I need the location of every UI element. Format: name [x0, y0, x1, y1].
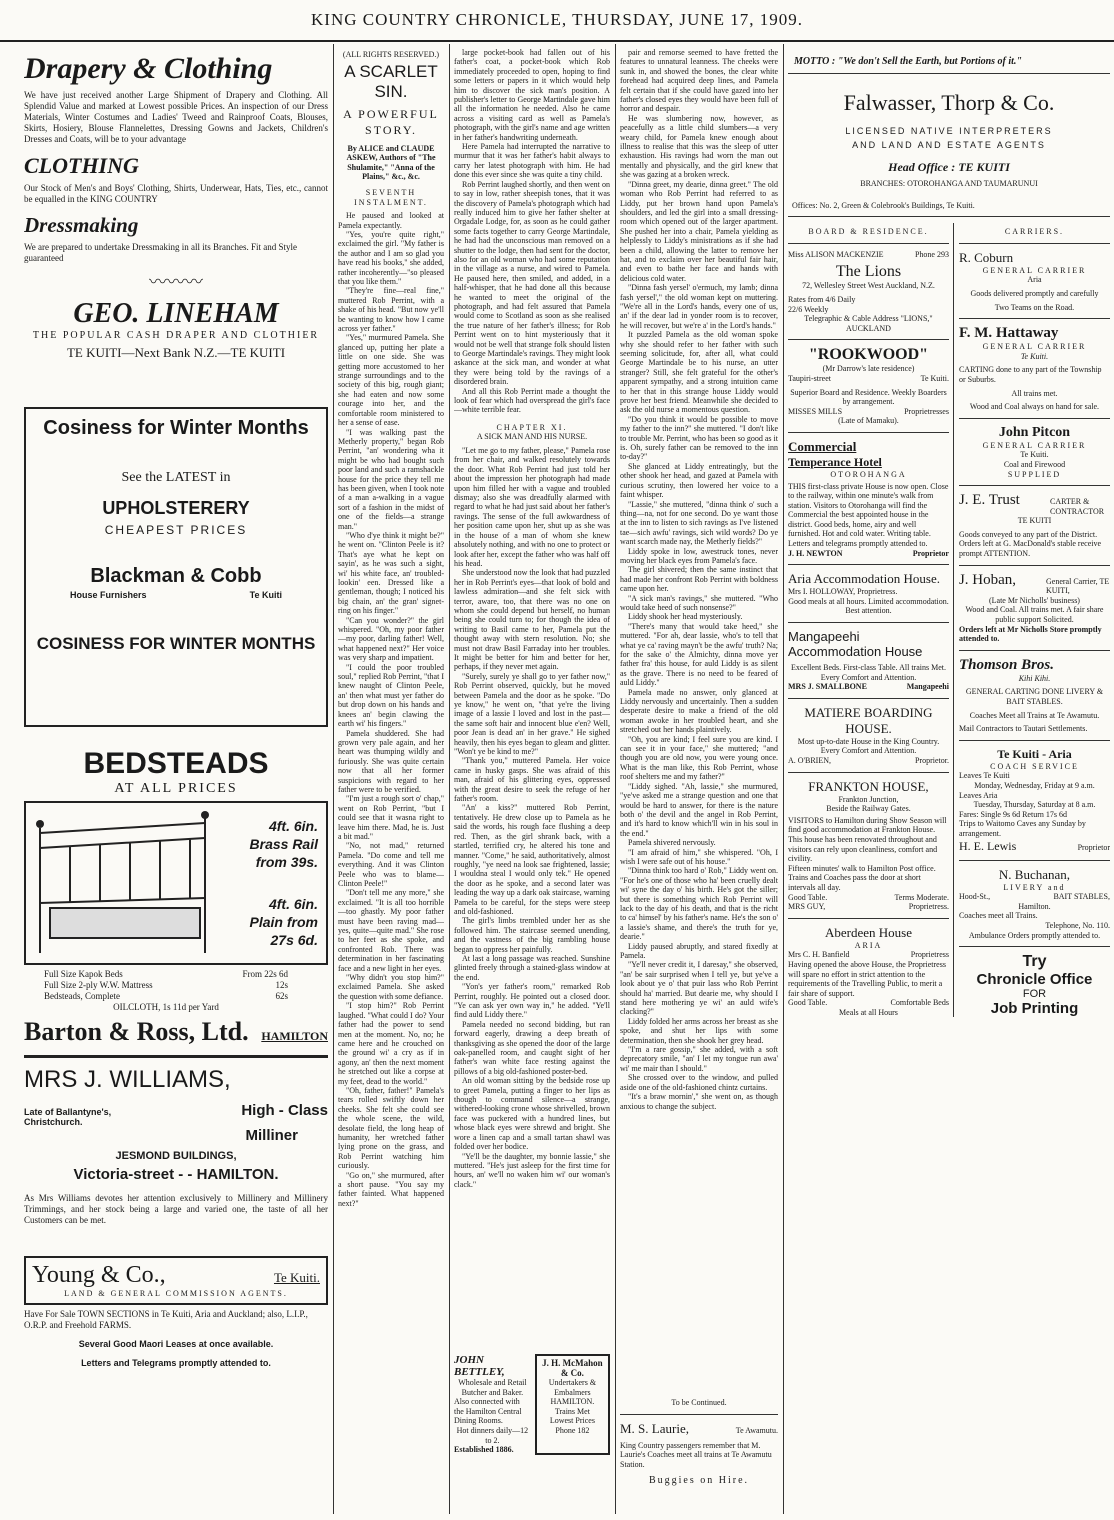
story-paragraph: "Ye'll be the daughter, my bonnie lassie," she muttered. "He's just asleep for the first time for hours, an' we'll no waken him wi' our woman's clack.": [454, 1151, 610, 1189]
lewis-name: H. E. Lewis: [958, 838, 1017, 853]
buchanan-bait: BAIT STABLES,: [1053, 892, 1110, 902]
high-class: High - Class: [241, 1102, 328, 1119]
for-label: FOR: [1022, 988, 1047, 1001]
story-subtitle: A POWERFUL STORY.: [343, 106, 439, 137]
dressmaking-text: We are prepared to undertake Dressmaking in all its Branches. Fit and Style guaranteed: [24, 242, 297, 263]
late-of: Late of Ballantyne's, Christchurch.: [24, 1107, 112, 1127]
aberdeen-location: ARIA: [854, 940, 883, 950]
trust-sub: CARTER & CONTRACTOR: [1050, 497, 1105, 516]
mangapeehi-title: Mangapeehi Accommodation House: [788, 629, 923, 660]
column-serial-story-2: [454, 44, 610, 1514]
offices: Offices: No. 2, Green & Colebrook's Buildings, Te Kuiti.: [792, 200, 975, 210]
thomson-text: GENERAL CARTING DONE LIVERY & BAIT STABLES.: [965, 687, 1104, 706]
story-paragraph: pair and remorse seemed to have fretted the features to unnatural leanness. The cheeks were sunk in, and showed the bones, the clear white forehead had acquired deep lines, and Pamela felt certain that if she could have gazed into her father's closed eyes they would have been full of horror and despair.: [620, 48, 778, 114]
mattress-item: Full Size Kapok Beds: [44, 969, 123, 979]
bed-icon: [30, 808, 220, 958]
story-paragraph: "I'm just a rough sort o' chap," went on Rob Perrint, "but I could see that it wasna right to leave him there. Mad, he is. Just a bit mad.": [338, 794, 444, 841]
hattaway-location: Te Kuiti.: [1020, 351, 1049, 361]
story-paragraph: "Liddy sighed. "Ah, lassie," she murmured, "ye've asked me a strange question and one that would be hard to answer, for there is the nature both o' the devil and the angel in Rob Perrint, and it's hard to know which'll win in his soul in the end.": [620, 781, 778, 838]
story-paragraph: "A sick man's ravings," she muttered. "Who would take heed of such nonsense?": [620, 593, 778, 612]
lineham-name: GEO. LINEHAM: [73, 298, 279, 329]
list-item: [44, 991, 288, 1002]
aberdeen-beds: Comfortable Beds: [890, 998, 949, 1008]
story-paragraph: Pamela shuddered. She had grown very pale again, and her heart was thumping wildly and furiously. She was quite certain now that all her former suspicions with regard to her father were to be verified.: [338, 728, 444, 794]
cosiness-ad: [24, 407, 328, 727]
story-paragraph: "Do you think it would be possible to move my father to the inn?" she muttered. "I don't like to trouble Mr. Perrint, who has been so good as it is. Oh, surely father can be removed to the inn to-day?": [620, 414, 778, 462]
coach-trips: Trips to Waitomo Caves any Sunday by arrangement.: [958, 819, 1086, 838]
aberdeen-title: Aberdeen House: [824, 924, 912, 940]
young-name: Young & Co.,: [32, 1262, 166, 1288]
story-paragraph: The girl's limbs trembled under her as she followed him. The staircase seemed unending, and the vastness of the big rambling house began to oppress her painfully.: [454, 916, 610, 954]
frankton-walk: Fifteen minutes' walk to Hamilton Post office.: [788, 863, 936, 873]
licensed-label: LICENSED NATIVE INTERPRETERS: [845, 126, 1053, 136]
williams-text: As Mrs Williams devotes her attention exclusively to Millinery and Millinery Trimmings, and her stock being a large and varied one, the taste of all her Customers can be met.: [24, 1193, 328, 1225]
buchanan-ambulance: Ambulance Orders promptly attended to.: [968, 930, 1101, 940]
bed1-price: from 39s.: [255, 854, 318, 870]
frankton-trains: Trains and Coaches pass the door at short intervals all day.: [788, 873, 921, 892]
story-paragraph: Liddy folded her arms across her breast as she spoke, and shut her lips with some determination, then she shook her grey head.: [620, 1016, 778, 1045]
story-paragraph: The girl shivered; then the same instinct that had made her confront Rob Perrint with boldness came upon her.: [620, 565, 778, 594]
story-paragraph: "Thank you," muttered Pamela. Her voice came in husky gasps. She was afraid of this man, afraid of his glittering eyes, oppressed with the great desire to seek the refuge of her father's room.: [454, 756, 610, 804]
story-paragraph: "Go on," she murmured, after a short pause. "You say my father fainted. What happened next?": [338, 1170, 444, 1208]
story-paragraph: Here Pamela had interrupted the narrative to murmur that it was her father's habit always to carry her latest photograph with him. He had done this ever since she was quite a tiny child.: [454, 142, 610, 180]
coburn-sub: GENERAL CARRIER: [982, 265, 1087, 275]
laurie-ad: [620, 1398, 778, 1486]
banfield-prop: Proprietress: [910, 950, 949, 960]
continued-label: To be Continued.: [671, 1398, 727, 1407]
mills-name: MISSES MILLS: [788, 406, 843, 416]
ornament-icon: 〰〰〰: [149, 272, 203, 292]
column-serial-story-3: [620, 44, 778, 1514]
mcmahon-phone: Phone 182: [555, 1425, 590, 1435]
column-rule: [333, 44, 334, 1514]
aberdeen-meals: Meals at all Hours: [839, 1007, 898, 1017]
lewis-prop: Proprietor: [1077, 842, 1110, 852]
coach-fares: Fares: Single 9s 6d Return 17s 6d: [958, 809, 1067, 819]
mcmahon-prices: Lowest Prices: [549, 1416, 595, 1426]
trust-location: TE KUITI: [1017, 516, 1052, 526]
story-paragraph: "Dinna think too hard o' Rob," Liddy went on. "For he's one of those who ha' been cruelly dealt wi' syne the day o' his birth. He's got the siller; but there is something which Rob Perrint will lack to the day of his death, and that is the richt to ca' himsel' by his father's name. He's the son o' a lassie's shame, and there's the truth for ye, dearie.": [620, 866, 778, 942]
matiere-text: Most up-to-date House in the King Country. Every Comfort and Attention.: [797, 736, 940, 756]
story-paragraph: "Oh, you are kind; I feel sure you are kind. I can see it in your face," she muttered; "and though you are old now, you were young once. What is the man like, this Rob Perrint, whose roof shelters me and my father?": [620, 734, 778, 782]
masthead-title: KING COUNTRY CHRONICLE, THURSDAY, JUNE 17, 1909.: [311, 10, 803, 29]
bettley-est: Established 1886.: [454, 1445, 514, 1455]
list-item: [44, 969, 288, 980]
holloway: Mrs I. HOLLOWAY, Proprietress.: [788, 587, 898, 597]
buchanan-street: Hood-St.,: [958, 892, 991, 902]
hattaway-name: F. M. Hattaway: [958, 325, 1059, 342]
mcmahon-location: HAMILTON.: [550, 1397, 595, 1407]
young-sub: LAND & GENERAL COMMISSION AGENTS.: [64, 1289, 288, 1298]
trust-text: Goods conveyed to any part of the District. Orders left at G. MacDonald's stable receive prompt ATTENTION.: [958, 529, 1102, 559]
blackman-name: Blackman & Cobb: [90, 565, 262, 587]
banfield-name: Mrs C. H. Banfield: [788, 950, 850, 960]
aria-acc-title: Aria Accommodation House.: [788, 571, 940, 587]
try-label: Try: [1022, 953, 1047, 971]
oilcloth: OILCLOTH, 1s 11d per Yard: [113, 1002, 219, 1012]
story-paragraph: Pamela needed no second bidding, but ran forward eagerly, drawing a deep breath of thanksgiving as she opened the door of the large oak-panelled room, and caught sight of her father's wan white face resting against the pillows of a big old-fashioned poster-bed.: [454, 1019, 610, 1076]
maori-leases: Several Good Maori Leases at once available.: [78, 1338, 274, 1349]
young-location: Te Kuiti.: [273, 1270, 320, 1285]
story-paragraph: "No, not mad," returned Pamela. "Do come and tell me everything. And it was Clinton Peele who was to blame—Clinton Peele!": [338, 841, 444, 888]
story-paragraph: It puzzled Pamela as the old woman spoke why she should refer to her father with such seeming solicitude, for, after all, what could George Martindale be to his nurse, an utter stranger? Still, she felt grateful for the other's apparent sympathy, and a strong intuition came to her that in this strange house Liddy would prove her best friend. Meanwhile she decided to ask the old nurse a momentous question.: [620, 330, 778, 415]
upholstery-label: UPHOLSTERERY: [102, 498, 250, 518]
mattress-price: 62s: [275, 991, 288, 1001]
cosiness-head: Cosiness for Winter Months: [43, 417, 309, 439]
rookwood-location: Te Kuiti.: [920, 373, 949, 383]
story-paragraph: "I stop him?" Rob Perrint laughed. "What could I do? Your father had the power to send men at the moment. No, no; he came here and he crouched on the ground wi' a cry as if in agony, an' then the next moment he stretched out like a corpse at my feet, dead to the world.": [338, 1001, 444, 1086]
otorohanga-label: OTOROHANGA: [830, 469, 907, 479]
story-paragraph: He paused and looked at Pamela expectantly.: [338, 211, 444, 230]
story-paragraph: Pamela made no answer, only glanced at Liddy nervously and uncertainly. Then a sudden desperate desire to make a friend of the old woman awoke in her troubled heart, and she stretched out her hands plaintively.: [620, 687, 778, 735]
trust-name: J. E. Trust: [958, 492, 1020, 509]
bed2-type: Plain from: [249, 914, 318, 930]
story-paragraph: He was slumbering now, however, as peacefully as a little child slumbers—a very weary child, for Pamela knew enough about illness to realise that this was the sleep of utter exhaustion. His ravings had worn the man out mentally and physically, and the girl knew that she was gazing at a broken wreck.: [620, 113, 778, 180]
see-latest: See the LATEST in: [121, 470, 231, 485]
frankton-title: FRANKTON HOUSE,: [808, 778, 929, 794]
cheapest-label: CHEAPEST PRICES: [104, 523, 248, 537]
hattaway-sub: GENERAL CARRIER: [982, 342, 1087, 352]
story-paragraph: And all this Rob Perrint made a thought the look of fear which had overspread the girl's face—white terrible fear.: [454, 386, 610, 415]
story-title: A SCARLET SIN.: [344, 61, 438, 101]
milliner: Milliner: [245, 1127, 298, 1144]
mcmahon-name: J. H. McMahon & Co.: [542, 1358, 603, 1378]
bed1-size: 4ft. 6in.: [268, 818, 318, 834]
bettley-dinner: Hot dinners daily—12 to 2.: [456, 1425, 529, 1445]
chronicle-label: Chronicle Office: [976, 971, 1093, 989]
story-byline: By ALICE and CLAUDE ASKEW, Authors of "The Shulamite," "Anna of the Plains," &c., &c.: [346, 143, 436, 182]
story-paragraph: "I could the poor troubled soul," replied Rob Perrint, "that I knew naught of Clinton Peele, an' then what must yer father do but drop down on his hands and knees an' begin clawing the earth wi' his fingers.": [338, 662, 444, 729]
mills-prop: Proprietresses: [904, 406, 949, 416]
story-text: [338, 211, 444, 1208]
commercial-title: Commercial: [788, 438, 857, 454]
smallbone-name: MRS J. SMALLBONE: [788, 682, 867, 692]
story-paragraph: "I am afraid of him," she whispered. "Oh, I wish I were safe out of his house.": [620, 847, 778, 866]
mcmahon-trains: Trains Met: [554, 1406, 590, 1416]
story-paragraph: "I was walking past the Metherly property," began Rob Perrint, "an' wondering wha it might be who had bought such poor land and such a ramshackle house for the price they tell me has been given, when I took note of a man a-walking in a vague sort of a fashion in the midst of one of the fields—a strange man.": [338, 427, 444, 531]
aria-text: Good meals at all hours. Limited accommodation. Best attention.: [788, 596, 949, 616]
story-paragraph: "Yes," murmured Pamela. She glanced up, putting her plate a little on one side. She was getting more accustomed to her strange surroundings and to the society of this big, rough giant; she had eaten and now some courage into her, and the comfortable room ministered to her a sense of ease.: [338, 333, 444, 428]
williams-name: MRS J. WILLIAMS,: [24, 1066, 231, 1093]
falwasser-name: Falwasser, Thorp & Co.: [843, 90, 1055, 115]
bedsteads-title: BEDSTEADS: [83, 747, 269, 780]
coach-leaves-1: Leaves Te Kuiti: [958, 771, 1010, 781]
buchanan-name: N. Buchanan,: [998, 866, 1071, 882]
job-printing-label: Job Printing: [990, 1000, 1079, 1018]
thomson-location: Kihi Kihi.: [1018, 673, 1051, 683]
clothing-title: CLOTHING: [24, 153, 139, 178]
story-paragraph: "Why didn't you stop him?" exclaimed Pamela. She asked the question with some defiance.: [338, 973, 444, 1001]
story-paragraph: "Dinna greet, my dearie, dinna greet." The old woman who Rob Perrint had referred to as Liddy, put her brown hand upon Pamela's shoulders, and led the girl into a small dressing-room which opened out of the larger apartment. She pushed her into a chair, Pamela yielding as helplessly to Liddy's ministrations as if she had been a child, allowing the latter to remove her hat, and to exclaim over her beautiful fair hair, and even to bathe her face and hands with delicious cold water.: [620, 179, 778, 283]
column-advertisements-left: [24, 44, 328, 1514]
lineham-sub: THE POPULAR CASH DRAPER AND CLOTHIER: [32, 330, 320, 341]
column-rule: [615, 44, 616, 1514]
young-ad: [24, 1256, 328, 1305]
lions-weekly: 22/6 Weekly: [788, 304, 829, 314]
mcmahon-ad: [535, 1354, 610, 1455]
coach-days-2: Tuesday, Thursday, Saturday at 8 a.m.: [973, 800, 1096, 810]
story-paragraph: "Yon's yer father's room," remarked Rob Perrint, roughly. He pointed out a closed door. "Ye can ask yer own way in," he added. "Ye'll find auld Liddy there.": [454, 982, 610, 1020]
bettley-name: JOHN BETTLEY,: [454, 1354, 505, 1378]
story-paragraph: "Dinna fash yersel' o'ermuch, my lamb; dinna fash yersel'," the old woman kept on muttering. "We're all in the Lord's hands, every one of us, an' if the dear lad in yonder room is to recover, he will recover, but we're a' in the Lord's hands.": [620, 283, 778, 330]
temperance-text: THIS first-class private House is now open. Close to the railway, within one minute's walk from station. Visitors to Otorohanga will find the Commercial the best appointed house in the district. Good beds, home, airy and well furnished. Hot and cold water. Writing table. Letters and telegrams promptly attended to.: [788, 481, 949, 549]
obrien-name: A. O'BRIEN,: [788, 756, 831, 765]
carriers-head: CARRIERS.: [1004, 227, 1065, 237]
story-text: [454, 48, 610, 1316]
obrien-prop: Proprietor.: [914, 756, 949, 765]
story-paragraph: "They're fine—real fine," muttered Rob Perrint, with a shake of his head. "But now ye'll be wanting to know how I came across yer father.": [338, 286, 444, 334]
hoban-late: (Late Mr Nicholls' business): [988, 595, 1080, 605]
jesmond: JESMOND BUILDINGS,: [115, 1150, 237, 1162]
story-paragraph: She glanced at Liddy entreatingly, but the other shook her head, and gazed at Pamela with curious scrutiny, then lowered her voice to a faint whisper.: [620, 461, 778, 500]
carriers-column: [954, 223, 1110, 1017]
lions-phone: Phone 293: [914, 249, 949, 259]
mcmahon-sub: Undertakers & Embalmers: [548, 1378, 597, 1397]
pitcon-sub: GENERAL CARRIER: [982, 440, 1087, 450]
lineham-location: TE KUITI—Next Bank N.Z.—TE KUITI: [66, 345, 286, 360]
installment: SEVENTH INSTALMENT.: [354, 187, 428, 207]
bottom-ads: [454, 1354, 610, 1455]
story-paragraph: Liddy spoke in low, awestruck tones, never moving her black eyes from Pamela's face.: [620, 546, 778, 565]
coburn-text: Goods delivered promptly and carefully: [970, 288, 1099, 298]
story-paragraph: She understood now the look that had puzzled her in Rob Perrint's eyes—that look of bold and lawless admiration—and she felt sick with terror, aware, too, that there was no one on whom she could depend but herself, no human being she could turn to; for though the idea of writing to Basil came to her, Pamela put the thought away with stern resolution. No; she must not draw Basil Farraday into her troubles. It might be better for him and better for her, perhaps, if they never met again.: [454, 568, 610, 672]
pitcon-location: Te Kuiti.: [1020, 450, 1049, 460]
frankton-gates: Beside the Railway Gates.: [826, 804, 911, 814]
buchanan-location: Hamilton.: [1018, 901, 1051, 911]
board-head: BOARD & RESIDENCE.: [808, 227, 929, 237]
guy-name: MRS GUY,: [788, 902, 826, 912]
blackman-location: Te Kuiti: [249, 590, 282, 600]
thomson-mail: Mail Contractors to Tautari Settlements.: [958, 724, 1088, 734]
clothing-text: Our Stock of Men's and Boys' Clothing, Shirts, Underwear, Hats, Ties, etc., cannot be equalled in the KING COUNTRY: [24, 183, 328, 204]
hoban-name: J. Hoban,: [958, 571, 1017, 588]
rookwood-sub: (Mr Darrow's late residence): [822, 364, 915, 374]
bettley-sub: Wholesale and Retail Butcher and Baker.: [458, 1378, 527, 1397]
house-furnishers: House Furnishers: [70, 590, 147, 600]
hoban-text: Wood and Coal. All trains met. A fair share public support Solicited.: [965, 605, 1104, 625]
buggies-label: Buggies on Hire.: [648, 1475, 750, 1487]
pitcon-coal: Coal and Firewood: [1003, 459, 1066, 469]
story-paragraph: "An' a kiss?" muttered Rob Perrint, tentatively. He drew close up to Pamela as he said the words, his rough face flushing a deep red. Then, as the girl shrank back, with a startled, terrified cry, he altered his tone and manner. "Come," he said, authoritatively, almost roughly, "ye need na look sae frightened, lassie; I wouldna steal I would only tek." He opened the door as he spoke, and a second later was leading the way up a dark oak staircase, warning Pamela to be careful, for the steps were steep and old-fashioned.: [454, 803, 610, 916]
mattress-price: From 22s 6d: [242, 969, 288, 979]
list-item: [44, 980, 288, 991]
story-paragraph: "Don't tell me any more," she exclaimed. "It is all too horrible—too ghastly. My poor father must have been raving mad—yes, quite—quite mad." She rose to her feet as she spoke, and confronted Rob. There was determination in her fascinating face and a new light in her eyes.: [338, 888, 444, 973]
newton-name: J. H. NEWTON: [788, 548, 843, 558]
story-paragraph: "Let me go to my father, please," Pamela rose from her chair, and walked resolutely towards the door. What Rob Perrint had just told her about the impression her photograph had made upon him filled her with a vague and troubled dismay; also she was dreadfully alarmed with regard to what he had just said about her father's ravings. The sense of the full awkwardness of her position came upon her, shut up as she was in the house of a man of whom she knew absolutely nothing, and with no one to protect or look after her, except the father who was half off his head.: [454, 446, 610, 568]
rookwood-name: "ROOKWOOD": [808, 346, 929, 364]
alison-name: Miss ALISON MACKENZIE: [788, 249, 884, 259]
masthead: [0, 0, 1114, 42]
coach-title: Te Kuiti - Aria: [997, 746, 1072, 761]
story-paragraph: "Who d'ye think it might be?" he went on. "Clinton Peele is it? That's aye what he kept on sayin', as he was such a sight, wi' his white face, an' troubled-lookin' een. Dressed like a gentleman, though; I noticed his big chain, an' the gran' signet-ring on his finger.": [338, 530, 444, 616]
story-paragraph: Liddy paused abruptly, and stared fixedly at Pamela.: [620, 941, 778, 960]
land-label: AND LAND AND ESTATE AGENTS: [852, 140, 1046, 150]
letters: Letters and Telegrams promptly attended to.: [81, 1357, 271, 1368]
frankton-text: VISITORS to Hamilton during Show Season will find good accommodation at Frankton House. This house has been renovated throughout and visitors can rely upon cleanliness, comfort and civility.: [788, 815, 947, 864]
frankton-table: Good Table.: [788, 892, 828, 902]
buchanan-telephone: Telephone, No. 110.: [1045, 920, 1110, 930]
column-serial-story: [338, 44, 444, 1514]
pitcon-name: John Pitcon: [998, 424, 1071, 440]
story-paragraph: "It's a braw mornin'," she went on, as though anxious to change the subject.: [620, 1092, 778, 1111]
frankton-terms: Terms Moderate.: [894, 892, 949, 902]
hattaway-trains: All trains met.: [1011, 388, 1058, 398]
column-rule: [783, 44, 784, 1514]
banfield-text: Having opened the above House, the Proprietress will spare no effort in strict attention to the requirements of the Travelling Public, to merit a fair share of support.: [788, 959, 946, 998]
bedstead-illustration: [24, 801, 328, 965]
story-paragraph: "There's many that would take heed," she muttered. "For ah, dear lassie, who's to tell that what ye ca' raving mayn't be the awfu' truth? Na; for the sake o' the Almichty, dinna move yer father fra' this house, for auld Liddy is as silent as the grave. There is no need to be feared of auld Liddy.": [620, 621, 778, 688]
lions-telegraphic: Telegraphic & Cable Address "LIONS," AUCKLAND: [804, 314, 933, 333]
coburn-name: R. Coburn: [958, 249, 1014, 265]
story-paragraph: At last a long passage was reached. Sunshine glinted freely through a stained-glass window at the end.: [454, 953, 610, 982]
bed2-price: 27s 6d.: [270, 932, 318, 948]
lions-address: 72, Wellesley Street West Auckland, N.Z.: [802, 281, 935, 291]
pitcon-supplied: SUPPLIED: [1007, 469, 1062, 479]
coach-days-1: Monday, Wednesday, Friday at 9 a.m.: [974, 780, 1095, 790]
story-paragraph: large pocket-book had fallen out of his father's coat, a pocket-book which Rob immediately proceeded to open, hoping to find some letters or papers in it which would help him to discover the sick man's position. A publisher's letter to George Martindale gave him all the information he needed. Also he came across a visiting card as well as Pamela's photograph, with the girl's name and age written in her father's handwriting underneath.: [454, 48, 610, 142]
smallbone-location: Mangapeehi: [906, 682, 949, 692]
temperance-title: Temperance Hotel: [788, 454, 882, 469]
frankton-junction: Frankton Junction,: [838, 794, 899, 804]
barton-location: HAMILTON: [261, 1029, 328, 1043]
laurie-name: M. S. Laurie,: [620, 1420, 689, 1436]
mattress-item: Full Size 2-ply W.W. Mattress: [44, 980, 153, 990]
lions-name: The Lions: [835, 263, 902, 281]
victoria: Victoria-street - - HAMILTON.: [73, 1166, 279, 1183]
hattaway-wood: Wood and Coal always on hand for sale.: [969, 402, 1100, 412]
chapter-number: CHAPTER XI.: [496, 422, 568, 432]
mills-late: (Late of Mamaku).: [838, 416, 899, 426]
story-paragraph: An old woman sitting by the bedside rose up to greet Pamela, putting a finger to her lips as though to command silence—a strange, withered-looking crone whose shrivelled, brown face was puckered with a hundred lines, but whose black eyes were shrewd and bright. She wore a linen cap and a small tartan shawl was folded over her bodice.: [454, 1076, 610, 1152]
story-paragraph: "Yes, you're quite right," exclaimed the girl. "My father is the author and I am so glad you have read his books," she added, rather incoherently—"so pleased that you like them.": [338, 229, 444, 286]
rookwood-street: Taupiri-street: [788, 373, 831, 383]
rookwood-text: Superior Board and Residence. Weekly Boarders by arrangement.: [790, 387, 947, 407]
rights-reserved: (ALL RIGHTS RESERVED.): [342, 50, 440, 59]
motto: MOTTO : "We don't Sell the Earth, but Portions of it.": [794, 56, 1022, 67]
hattaway-text: CARTING done to any part of the Township or Suburbs.: [958, 365, 1102, 384]
hoban-sub: General Carrier, TE KUITI,: [1046, 576, 1110, 596]
dressmaking-title: Dressmaking: [24, 213, 139, 237]
coach-sub: COACH SERVICE: [990, 761, 1079, 771]
column-rule: [449, 44, 450, 1514]
head-office: Head Office : TE KUITI: [888, 160, 1010, 174]
story-paragraph: She crossed over to the window, and pulled aside one of the old-fashioned chintz curtains.: [620, 1073, 778, 1092]
column-advertisements-right: [788, 44, 1110, 1514]
cosiness-foot: COSINESS FOR WINTER MONTHS: [36, 634, 316, 653]
story-text: [620, 48, 778, 1396]
story-paragraph: "Oh, father, father!" Pamela's tears rolled swiftly down her cheeks. She felt she could see the whole scene, the wild, desolate field, the long heap of humanity, her wretched father lying prone on the grass, and Rob Perrint watching him curiously.: [338, 1085, 444, 1171]
bed1-type: Brass Rail: [249, 836, 318, 852]
mattress-price: 12s: [275, 980, 288, 990]
drapery-text: We have just received another Large Shipment of Drapery and Clothing. All Splendid Value and marked at Lowest possible Prices. An inspection of our Dress Materials, Winter Costumes and Ladies' Tweed and Rainproof Coats, Blouses, Skirts, Hosiery, Blouse Flannelettes, Dressing Gowns and Jackets, Children's Dresses and Coats, will be to your advantage: [24, 90, 328, 144]
bettley-ad: [454, 1354, 531, 1455]
lions-rates: Rates from 4/6 Daily: [788, 294, 856, 304]
coburn-location: Aria: [1027, 275, 1042, 285]
mangapeehi-text: Excellent Beds. First-class Table. All trains Met. Every Comfort and Attention.: [790, 663, 946, 682]
hoban-orders: Orders left at Mr Nicholls Store promptly attended to.: [958, 624, 1102, 644]
story-paragraph: Pamela shivered nervously.: [628, 838, 716, 848]
bed2-size: 4ft. 6in.: [268, 896, 318, 912]
all-prices: AT ALL PRICES: [114, 781, 238, 796]
thomson-name: Thomson Bros.: [958, 656, 1055, 673]
story-paragraph: "I'm a rare gossip," she added, with a soft deprecatory smile, "an' I let my tongue run awa' wi' me mair than I should.": [620, 1045, 778, 1073]
drapery-title: Drapery & Clothing: [24, 52, 273, 85]
young-text: Have For Sale TOWN SECTIONS in Te Kuiti, Aria and Auckland; also, L.I.P., O.R.P. and Freehold FARMS.: [24, 1308, 308, 1330]
branches: BRANCHES: OTOROHANGA AND TAUMARUNUI: [860, 179, 1038, 188]
barton-name: Barton & Ross, Ltd.: [24, 1017, 249, 1046]
newton-prop: Proprietor: [912, 548, 949, 558]
story-paragraph: "Surely, surely ye shall go to yer father now," Rob Perrint observed, quickly, but he moved between Pamela and the door as he spoke. "Do ye know," he went on, "that ye're the living image of a lassie I loved and lost in the past—the same soft hair and innocent blue e'en? Well, poor Jean is dead an' in her grave." He sighed heavily, then his eyes began to gleam and glitter. "Won't ye be kind to me?": [454, 671, 610, 757]
story-paragraph: Liddy shook her head mysteriously.: [628, 612, 743, 622]
coach-leaves-2: Leaves Aria: [958, 790, 998, 800]
laurie-location: Te Awamutu.: [735, 1425, 778, 1435]
bettley-text: Also connected with the Hamilton Central Dining Rooms.: [454, 1397, 522, 1426]
chapter-title: A SICK MAN AND HIS NURSE.: [476, 432, 588, 442]
buchanan-coaches: Coaches meet all Trains.: [958, 911, 1038, 921]
laurie-text: King Country passengers remember that M. Laurie's Coaches meet all trains at Te Awamutu Station.: [620, 1440, 772, 1469]
thomson-coaches: Coaches Meet all Trains at Te Awamutu.: [969, 710, 1100, 720]
story-paragraph: "Can you wonder?" the girl whispered. "Oh, my poor father—my poor, darling father! Well, what happened next?" Her voice was very sharp and impatient.: [338, 615, 444, 663]
coburn-teams: Two Teams on the Road.: [994, 302, 1075, 312]
buchanan-sub: LIVERY and: [1003, 882, 1066, 892]
board-residence-column: [788, 223, 954, 1017]
guy-prop: Proprietress.: [908, 902, 949, 912]
story-paragraph: "Lassie," she muttered, "dinna think o' such a thing—na, not for one second. Do ye want those at the inn to listen to sich ravings as I've listened tae—sich awfu' ravings, sich wild words? Do ye want scarch made nay, the Metherly fields?": [620, 499, 778, 547]
matiere-title: MATIERE BOARDING HOUSE.: [804, 704, 933, 736]
aberdeen-table: Good Table.: [788, 998, 828, 1008]
mattress-item: Bedsteads, Complete: [44, 991, 120, 1001]
story-paragraph: Rob Perrint laughed shortly, and then went on to say in low, rather sheepish tones, that it was the discovery of Pamela's photograph which had really induced him to give her father shelter at Orgadale Lodge, for, as soon as he could gather some facts together to carry George Martindale, he had had the unconscious man removed on a shutter to the lodge, then had sent for the doctor, also for an old woman who had some reputation in the village as a nurse, and wired to Pamela. He paused here, then smiled, and added, in a half-whisper, that he had done all this because he wanted to meet the original of the photograph, and had felt assured that Pamela would come to Scotland as soon as she realised the true nature of her father's illness; for Rob Perrint went on to hint mysteriously that it would not be well that strange folk should listen to George Martindale's ravings. They might look askance at the sick man, and wonder at what they were being told by the ravings of a disordered brain.: [454, 179, 610, 387]
story-paragraph: "Ye'll never credit it, I daresay," she observed, "an' be sair surprised when I tell ye, but ye've a look about ye o' that puir lass who Rob Perrint should ha' married. But dearie me, why should I stand here mothering ye wi' an auld wife's clacking?": [620, 960, 778, 1017]
